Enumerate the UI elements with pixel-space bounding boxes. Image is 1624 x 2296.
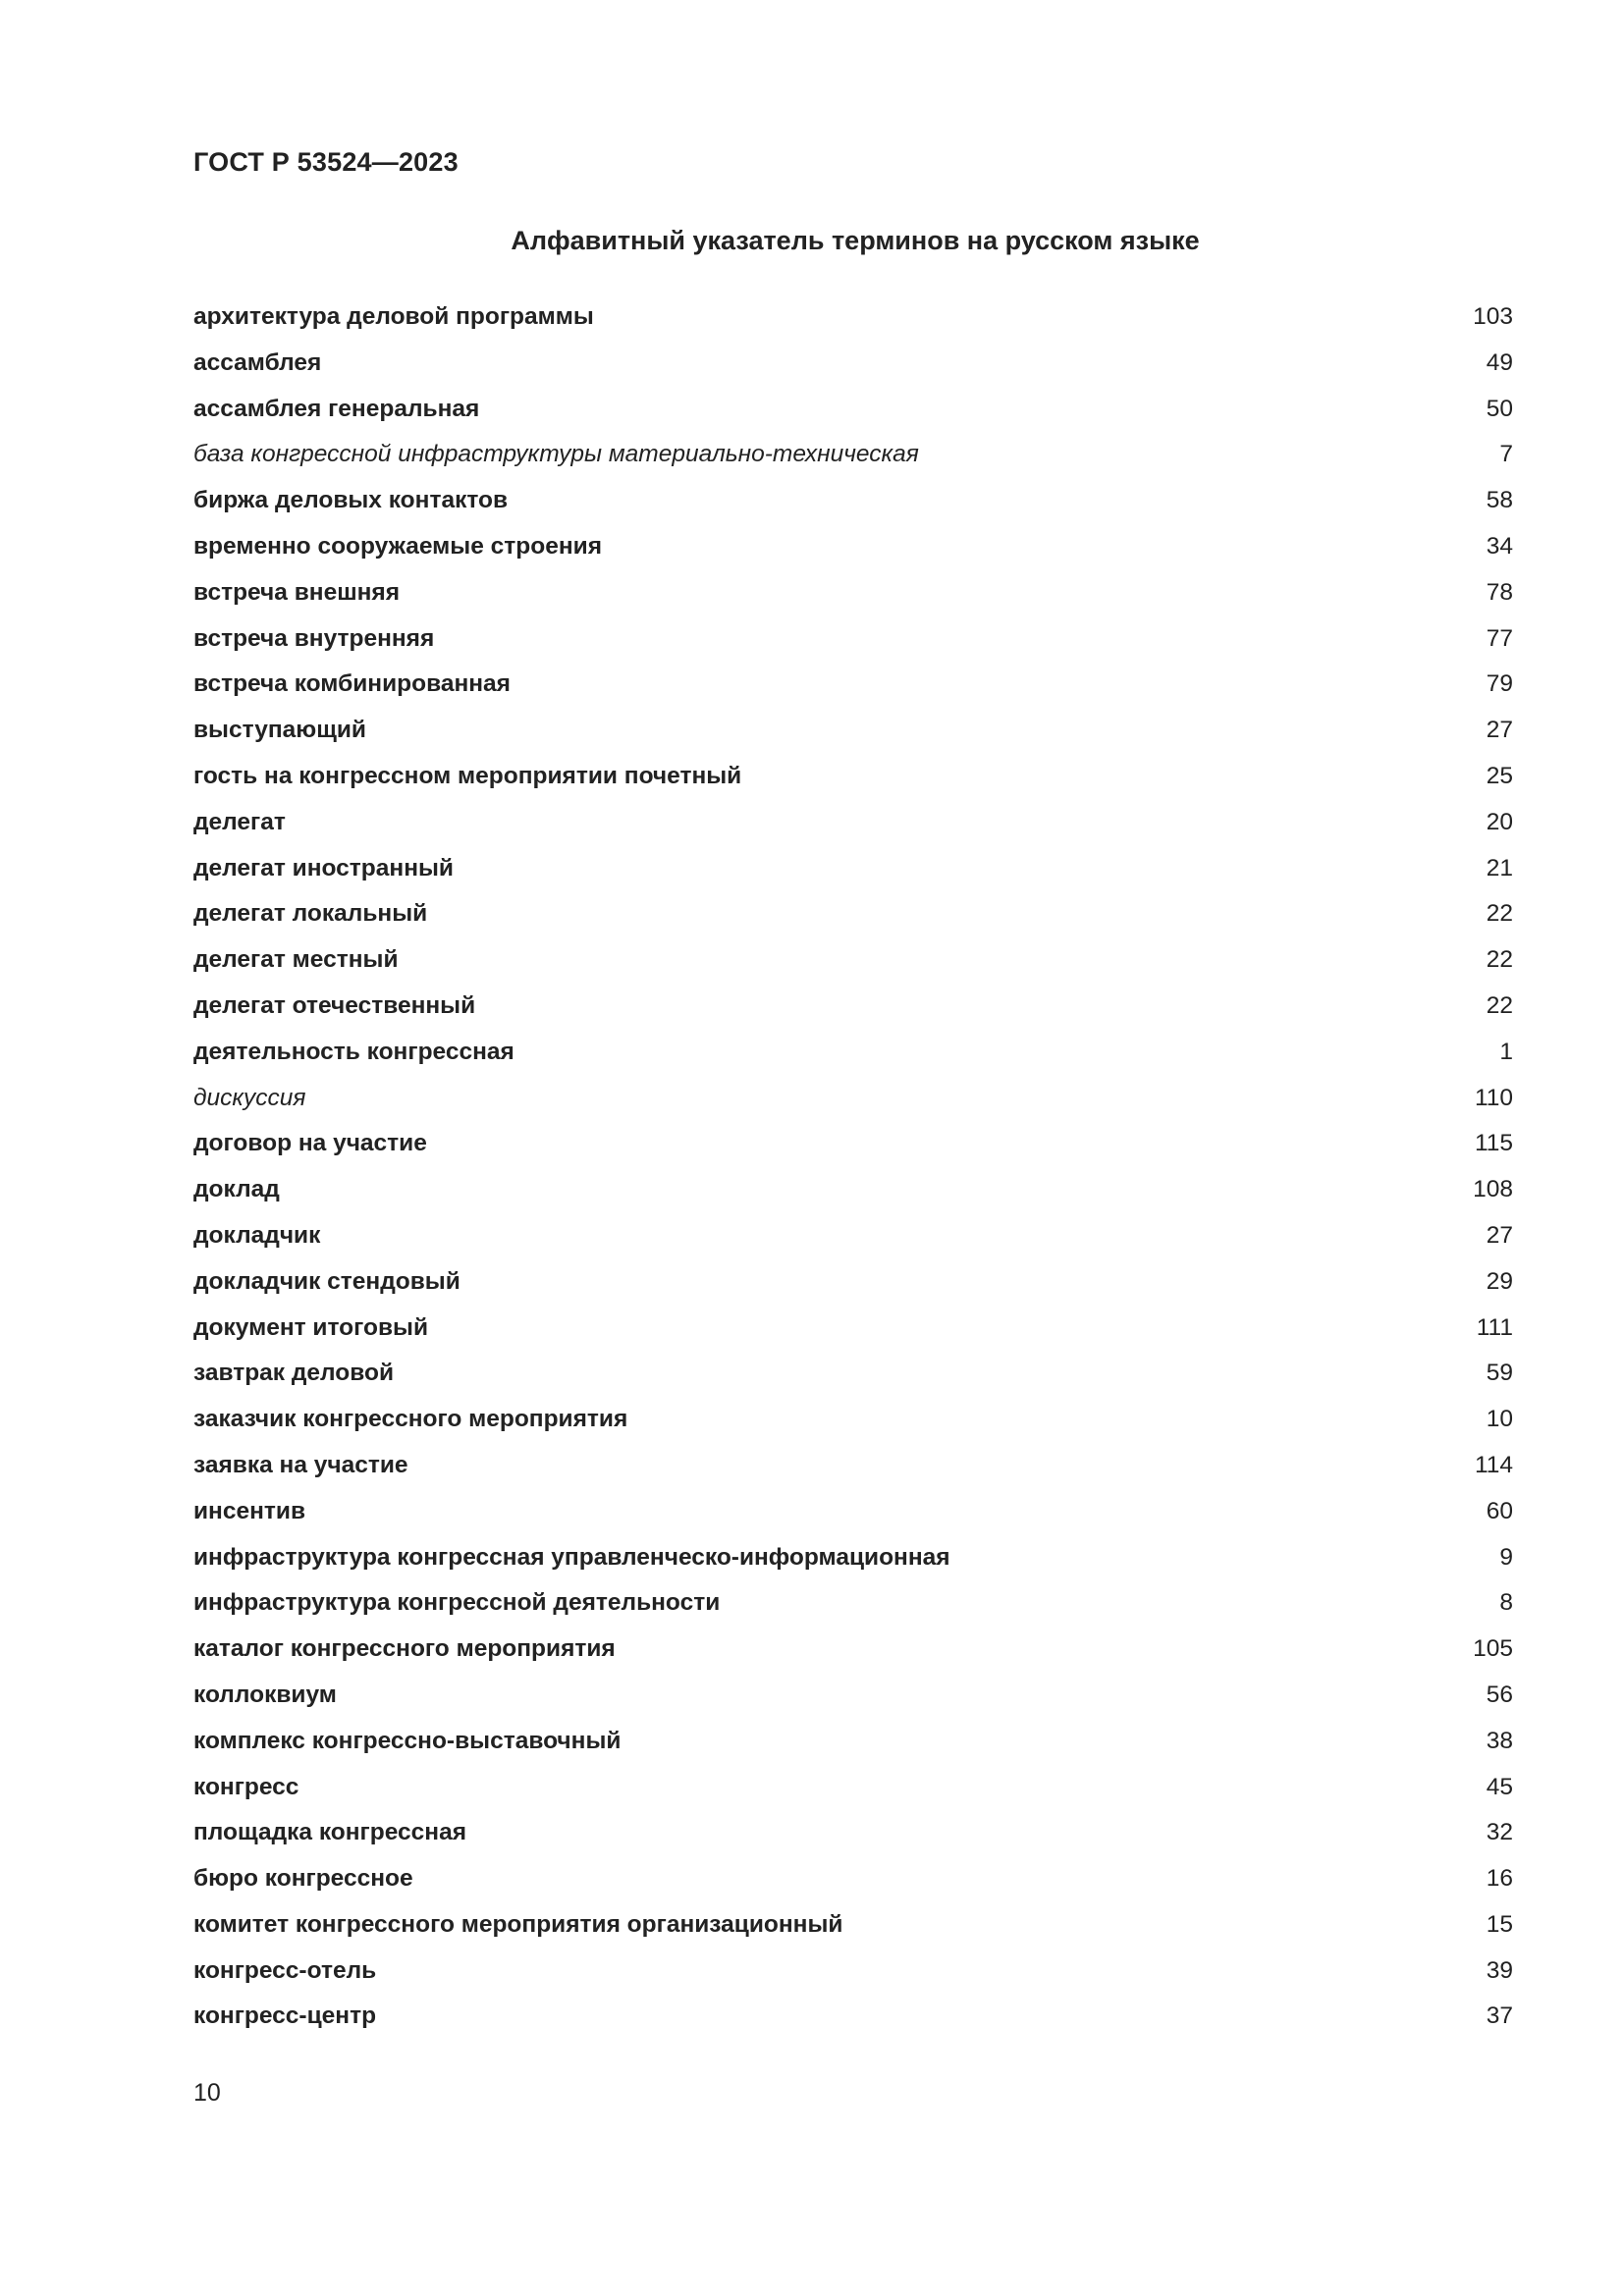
index-term: докладчик стендовый [193, 1267, 460, 1295]
index-entry [193, 387, 1517, 433]
page-number: 10 [193, 2079, 221, 2107]
index-term-number: 32 [1486, 1819, 1513, 1846]
index-term-number: 21 [1486, 854, 1513, 881]
index-term: биржа деловых контактов [193, 487, 509, 514]
index-term: конгресс-отель [193, 1956, 377, 1984]
index-term: архитектура деловой программы [193, 303, 594, 330]
index-entry [193, 1673, 1517, 1719]
index-term-number: 16 [1486, 1865, 1513, 1893]
index-entry [193, 1949, 1517, 1995]
index-term-number: 77 [1486, 624, 1513, 652]
index-term: встреча комбинированная [193, 670, 511, 698]
index-entry [193, 846, 1517, 892]
index-term: встреча внешняя [193, 578, 401, 606]
index-term-number: 49 [1486, 348, 1513, 376]
document-code: ГОСТ Р 53524—2023 [193, 147, 459, 177]
index-term: ассамблея [193, 348, 322, 376]
index-entry [193, 1443, 1517, 1489]
index-entry [193, 616, 1517, 663]
index-entry [193, 1259, 1517, 1306]
index-term: деятельность конгрессная [193, 1038, 514, 1065]
index-term-number: 34 [1486, 532, 1513, 560]
index-term: гость на конгрессном мероприятии почетный [193, 762, 742, 789]
index-term-number: 37 [1486, 2002, 1513, 2030]
index-term: бюро конгрессное [193, 1865, 413, 1893]
index-term: дискуссия [193, 1084, 306, 1111]
index-term: делегат локальный [193, 900, 428, 928]
index-term-number: 115 [1474, 1130, 1513, 1157]
index-term: инсентив [193, 1497, 306, 1524]
index-term-number: 105 [1473, 1635, 1513, 1663]
index-term-number: 1 [1499, 1038, 1513, 1065]
term-index-list [193, 294, 1517, 2040]
index-term-number: 29 [1486, 1267, 1513, 1295]
section-title: Алфавитный указатель терминов на русском языке [511, 226, 1200, 255]
index-term-number: 7 [1499, 441, 1513, 468]
index-term-number: 50 [1486, 395, 1513, 422]
index-entry [193, 1902, 1517, 1949]
index-entry [193, 432, 1517, 478]
index-term-number: 27 [1486, 1221, 1513, 1249]
index-entry [193, 1765, 1517, 1811]
index-term-number: 22 [1486, 991, 1513, 1019]
index-term: документ итоговый [193, 1313, 429, 1341]
index-entry [193, 478, 1517, 524]
index-term: заказчик конгрессного мероприятия [193, 1406, 628, 1433]
index-term-number: 8 [1499, 1589, 1513, 1617]
index-term-number: 20 [1486, 808, 1513, 835]
index-entry [193, 1167, 1517, 1213]
index-term-number: 111 [1476, 1313, 1513, 1341]
index-entry [193, 294, 1517, 341]
index-term-number: 9 [1499, 1543, 1513, 1571]
index-entry [193, 1580, 1517, 1627]
index-entry [193, 937, 1517, 984]
index-term: инфраструктура конгрессной деятельности [193, 1589, 721, 1617]
index-term: инфраструктура конгрессная управленческо-информационная [193, 1543, 950, 1571]
index-entry [193, 570, 1517, 616]
index-term: доклад [193, 1176, 280, 1203]
index-term: каталог конгрессного мероприятия [193, 1635, 616, 1663]
index-entry [193, 1994, 1517, 2040]
index-entry [193, 1489, 1517, 1535]
index-term-number: 15 [1486, 1910, 1513, 1938]
index-term-number: 25 [1486, 762, 1513, 789]
index-term: ассамблея генеральная [193, 395, 480, 422]
index-entry [193, 891, 1517, 937]
index-term-number: 38 [1486, 1727, 1513, 1754]
index-term-number: 60 [1486, 1497, 1513, 1524]
index-term-number: 27 [1486, 717, 1513, 744]
index-term: договор на участие [193, 1130, 427, 1157]
index-entry [193, 754, 1517, 800]
index-term-number: 58 [1486, 487, 1513, 514]
index-entry [193, 708, 1517, 754]
index-term: завтрак деловой [193, 1360, 395, 1387]
index-term-number: 108 [1473, 1176, 1513, 1203]
index-term-number: 22 [1486, 900, 1513, 928]
index-term-number: 56 [1486, 1681, 1513, 1708]
index-term-number: 110 [1474, 1084, 1513, 1111]
index-term: делегат местный [193, 946, 399, 974]
index-term: докладчик [193, 1221, 321, 1249]
index-term: выступающий [193, 717, 366, 744]
index-term: заявка на участие [193, 1451, 408, 1478]
index-entry [193, 1810, 1517, 1856]
index-entry [193, 1535, 1517, 1581]
index-entry [193, 662, 1517, 708]
index-term: конгресс [193, 1773, 299, 1800]
index-term-number: 22 [1486, 946, 1513, 974]
index-term-number: 78 [1486, 578, 1513, 606]
index-entry [193, 800, 1517, 846]
index-term: временно сооружаемые строения [193, 532, 602, 560]
index-entry [193, 1856, 1517, 1902]
index-entry [193, 1121, 1517, 1167]
index-entry [193, 341, 1517, 387]
index-term-number: 39 [1486, 1956, 1513, 1984]
index-term: встреча внутренняя [193, 624, 435, 652]
index-term: площадка конгрессная [193, 1819, 466, 1846]
index-entry [193, 1627, 1517, 1673]
index-entry [193, 1306, 1517, 1352]
index-entry [193, 1397, 1517, 1443]
index-term: делегат иностранный [193, 854, 454, 881]
index-term-number: 10 [1486, 1406, 1513, 1433]
index-term: делегат отечественный [193, 991, 476, 1019]
index-term: делегат [193, 808, 286, 835]
index-entry [193, 1351, 1517, 1397]
index-entry [193, 1213, 1517, 1259]
index-term-number: 114 [1474, 1451, 1513, 1478]
index-term: база конгрессной инфраструктуры материально-техническая [193, 441, 919, 468]
index-term: комплекс конгрессно-выставочный [193, 1727, 622, 1754]
index-term: конгресс-центр [193, 2002, 377, 2030]
index-term: комитет конгрессного мероприятия организационный [193, 1910, 843, 1938]
index-entry [193, 984, 1517, 1030]
index-entry [193, 1076, 1517, 1122]
index-term-number: 45 [1486, 1773, 1513, 1800]
index-term-number: 103 [1473, 303, 1513, 330]
index-term-number: 79 [1486, 670, 1513, 698]
index-term: коллоквиум [193, 1681, 337, 1708]
index-term-number: 59 [1486, 1360, 1513, 1387]
index-entry [193, 1719, 1517, 1765]
index-entry [193, 1030, 1517, 1076]
index-entry [193, 524, 1517, 570]
